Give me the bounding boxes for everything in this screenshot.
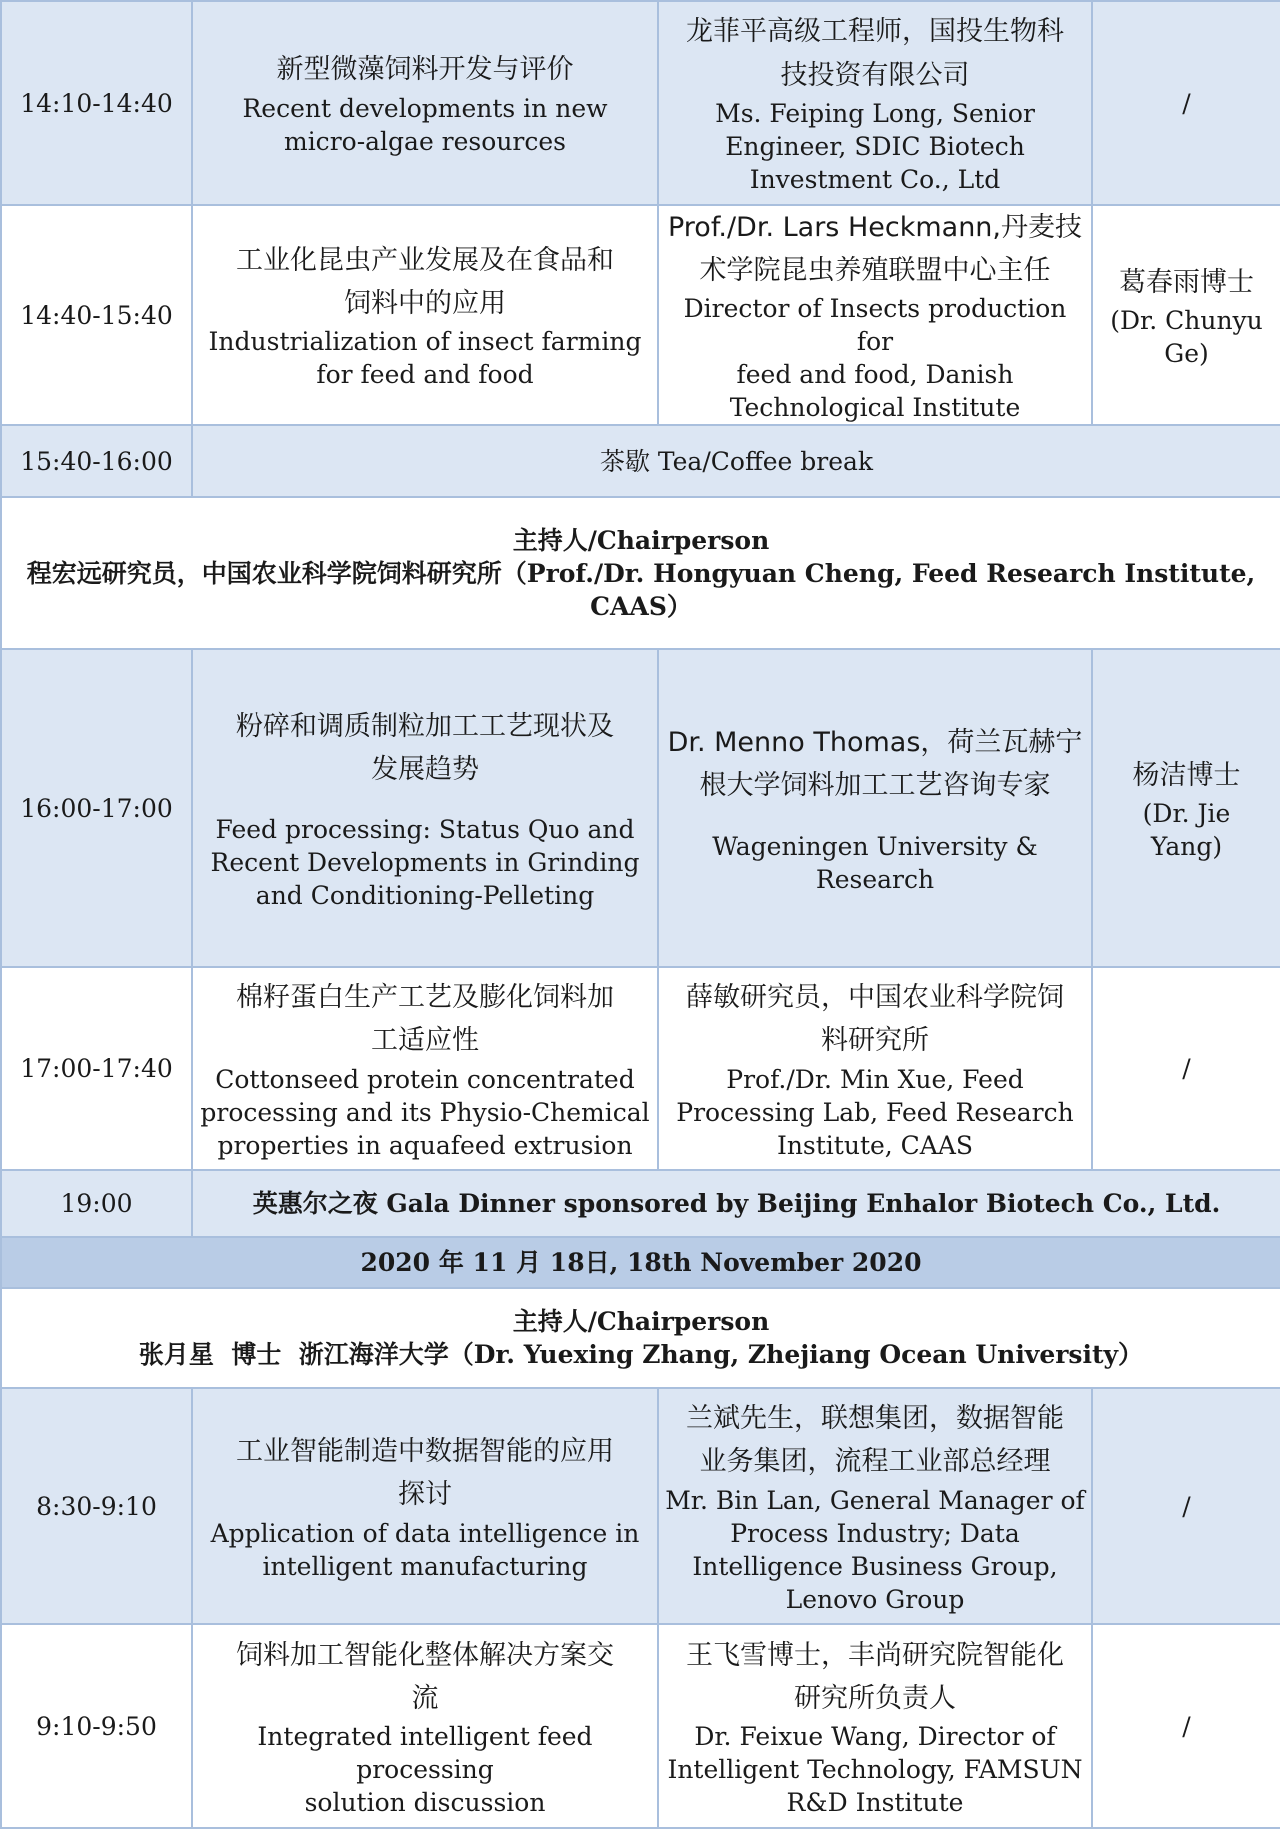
speaker-cell: Prof./Dr. Lars Heckmann,丹麦技 术学院昆虫养殖联盟中心主任 Director of Insects production for feed and food, Danish Technological Institute xyxy=(658,205,1092,425)
time-cell: 17:00-17:40 xyxy=(1,967,192,1170)
time-cell: 15:40-16:00 xyxy=(1,425,192,497)
topic-cell: 棉籽蛋白生产工艺及膨化饲料加 工适应性 Cottonseed protein concentrated processing and its Physio-Chemical properties in aquafeed extrusion xyxy=(192,967,658,1170)
chairperson-cell: 主持人/Chairperson 程宏远研究员，中国农业科学院饲料研究所（Prof./Dr. Hongyuan Cheng, Feed Research Institute, CAAS） xyxy=(1,497,1280,649)
table-row xyxy=(1,1388,1280,1624)
dinner-cell: 英惠尔之夜 Gala Dinner sponsored by Beijing Enhalor Biotech Co., Ltd. xyxy=(192,1170,1280,1237)
speaker-cell: 兰斌先生，联想集团，数据智能 业务集团，流程工业部总经理 Mr. Bin Lan, General Manager of Process Industry; Data Intelligence Business Group, Lenovo Group xyxy=(658,1388,1092,1624)
time-cell: 19:00 xyxy=(1,1170,192,1237)
break-cell: 茶歇 Tea/Coffee break xyxy=(192,425,1280,497)
moderator-cell: / xyxy=(1092,1,1280,205)
table-row xyxy=(1,1624,1280,1828)
chairperson-row xyxy=(1,1288,1280,1388)
moderator-cell: / xyxy=(1092,1388,1280,1624)
topic-cell: 工业化昆虫产业发展及在食品和 饲料中的应用 Industrialization of insect farming for feed and food xyxy=(192,205,658,425)
speaker-cell: 王飞雪博士，丰尚研究院智能化 研究所负责人 Dr. Feixue Wang, Director of Intelligent Technology, FAMSUN R&D Institute xyxy=(658,1624,1092,1828)
speaker-cell: 龙菲平高级工程师，国投生物科 技投资有限公司 Ms. Feiping Long, Senior Engineer, SDIC Biotech Investment Co., Ltd xyxy=(658,1,1092,205)
date-band-row xyxy=(1,1237,1280,1288)
moderator-cell: 葛春雨博士 (Dr. Chunyu Ge) xyxy=(1092,205,1280,425)
moderator-cell: 杨洁博士 (Dr. Jie Yang) xyxy=(1092,649,1280,967)
moderator-cell: / xyxy=(1092,967,1280,1170)
chairperson-row xyxy=(1,497,1280,649)
table-row xyxy=(1,1170,1280,1237)
topic-cell: 工业智能制造中数据智能的应用 探讨 Application of data intelligence in intelligent manufacturing xyxy=(192,1388,658,1624)
table-row xyxy=(1,967,1280,1170)
topic-cell: 饲料加工智能化整体解决方案交 流 Integrated intelligent feed processing solution discussion xyxy=(192,1624,658,1828)
table-row xyxy=(1,1,1280,205)
speaker-cell: Dr. Menno Thomas，荷兰瓦赫宁 根大学饲料加工工艺咨询专家 Wageningen University & Research xyxy=(658,649,1092,967)
moderator-cell: / xyxy=(1092,1624,1280,1828)
table-row xyxy=(1,205,1280,425)
time-cell: 14:40-15:40 xyxy=(1,205,192,425)
topic-cell: 新型微藻饲料开发与评价 Recent developments in new micro-algae resources xyxy=(192,1,658,205)
chairperson-cell: 主持人/Chairperson 张月星 博士 浙江海洋大学（Dr. Yuexing Zhang, Zhejiang Ocean University） xyxy=(1,1288,1280,1388)
table-row xyxy=(1,649,1280,967)
time-cell: 9:10-9:50 xyxy=(1,1624,192,1828)
time-cell: 14:10-14:40 xyxy=(1,1,192,205)
time-cell: 8:30-9:10 xyxy=(1,1388,192,1624)
speaker-cell: 薛敏研究员，中国农业科学院饲 料研究所 Prof./Dr. Min Xue, Feed Processing Lab, Feed Research Institute, CAAS xyxy=(658,967,1092,1170)
time-cell: 16:00-17:00 xyxy=(1,649,192,967)
table-row xyxy=(1,425,1280,497)
topic-cell: 粉碎和调质制粒加工工艺现状及 发展趋势 Feed processing: Status Quo and Recent Developments in Grinding and Conditioning-Pelleting xyxy=(192,649,658,967)
date-band: 2020 年 11 月 18日, 18th November 2020 xyxy=(1,1237,1280,1288)
